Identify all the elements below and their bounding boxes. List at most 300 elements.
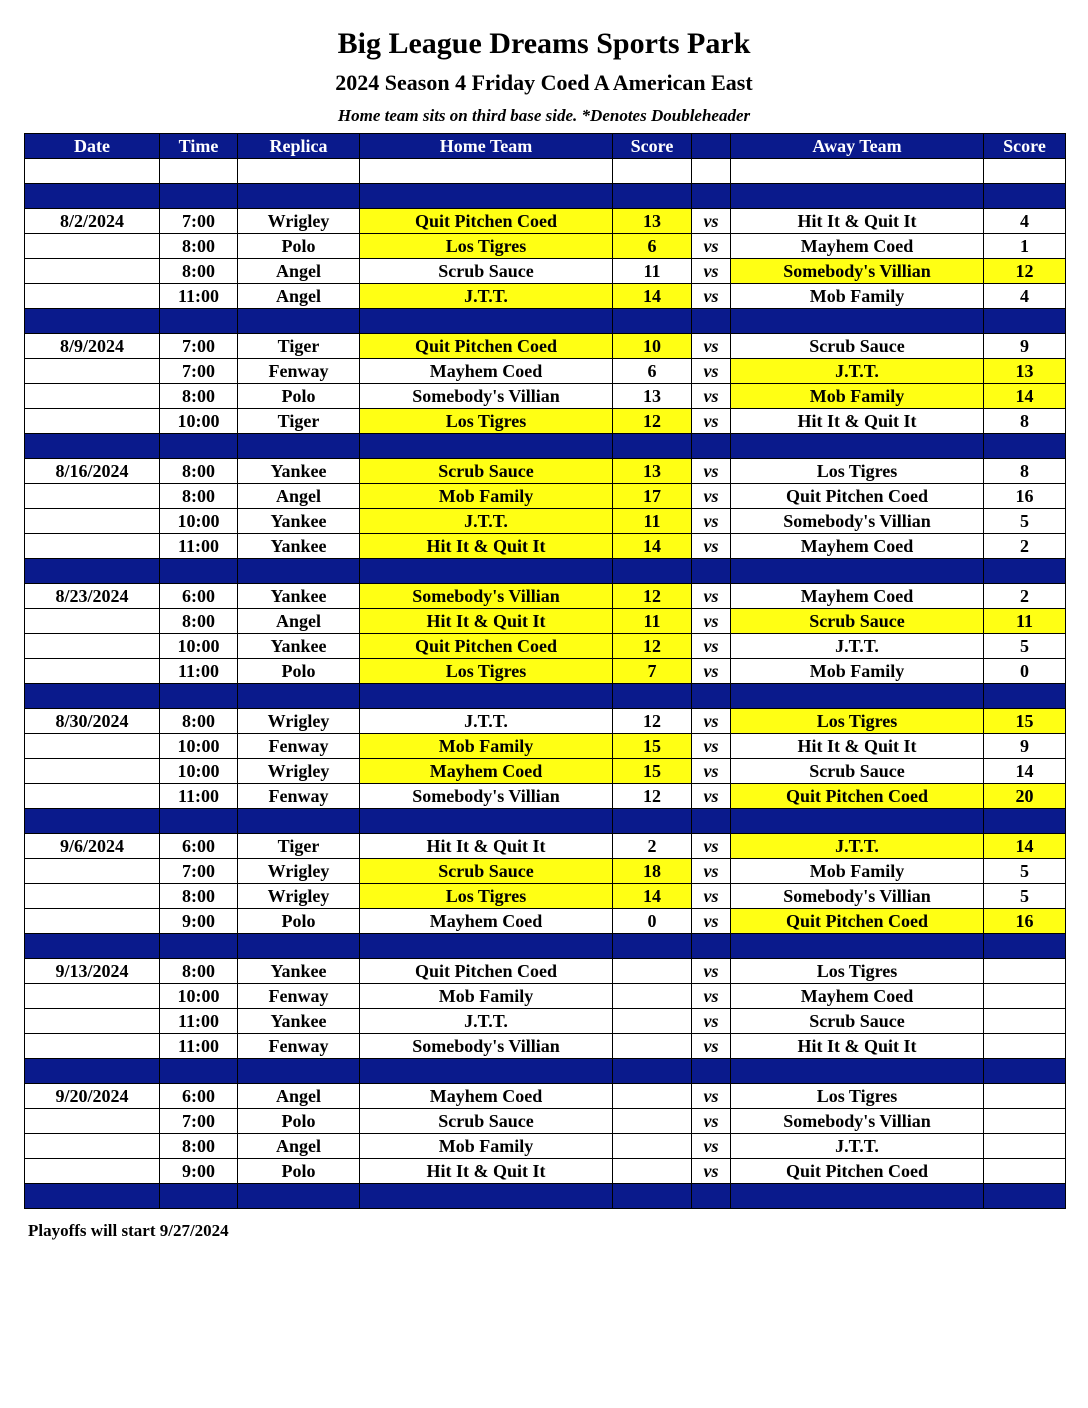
game-date <box>25 784 160 809</box>
col-vs <box>692 134 731 159</box>
col-time: Time <box>160 134 238 159</box>
blank-row <box>25 159 1066 184</box>
game-time: 8:00 <box>160 709 238 734</box>
home-team: Mob Family <box>360 484 613 509</box>
away-team: Los Tigres <box>731 959 984 984</box>
game-row <box>25 209 1066 234</box>
game-row <box>25 1109 1066 1134</box>
game-time: 11:00 <box>160 534 238 559</box>
game-date <box>25 284 160 309</box>
game-time: 10:00 <box>160 759 238 784</box>
vs-label: vs <box>692 784 731 809</box>
header-row <box>25 134 1066 159</box>
game-row <box>25 1134 1066 1159</box>
game-field: Polo <box>238 1159 360 1184</box>
home-team: Mayhem Coed <box>360 359 613 384</box>
home-team: Somebody's Villian <box>360 784 613 809</box>
game-field: Angel <box>238 259 360 284</box>
game-field: Yankee <box>238 1009 360 1034</box>
away-score: 9 <box>984 334 1066 359</box>
home-score <box>613 1034 692 1059</box>
vs-label: vs <box>692 859 731 884</box>
away-score: 15 <box>984 709 1066 734</box>
game-row <box>25 759 1066 784</box>
vs-label: vs <box>692 584 731 609</box>
vs-label: vs <box>692 359 731 384</box>
game-time: 11:00 <box>160 1009 238 1034</box>
away-team: Los Tigres <box>731 1084 984 1109</box>
game-field: Fenway <box>238 1034 360 1059</box>
vs-label: vs <box>692 459 731 484</box>
home-score <box>613 959 692 984</box>
game-row <box>25 284 1066 309</box>
away-score: 11 <box>984 609 1066 634</box>
game-time: 6:00 <box>160 1084 238 1109</box>
home-score: 18 <box>613 859 692 884</box>
game-date <box>25 734 160 759</box>
home-team: Mayhem Coed <box>360 909 613 934</box>
home-score: 11 <box>613 259 692 284</box>
col-date: Date <box>25 134 160 159</box>
away-score: 4 <box>984 284 1066 309</box>
game-date <box>25 534 160 559</box>
game-date <box>25 1134 160 1159</box>
game-row <box>25 509 1066 534</box>
home-team: Hit It & Quit It <box>360 534 613 559</box>
home-score <box>613 1134 692 1159</box>
game-date <box>25 759 160 784</box>
game-row <box>25 459 1066 484</box>
week-separator <box>25 309 1066 334</box>
game-date <box>25 1109 160 1134</box>
vs-label: vs <box>692 959 731 984</box>
away-score <box>984 1134 1066 1159</box>
away-team: Mayhem Coed <box>731 984 984 1009</box>
game-time: 8:00 <box>160 959 238 984</box>
away-team: Scrub Sauce <box>731 334 984 359</box>
home-team: Hit It & Quit It <box>360 1159 613 1184</box>
home-team: Hit It & Quit It <box>360 609 613 634</box>
vs-label: vs <box>692 609 731 634</box>
game-time: 10:00 <box>160 984 238 1009</box>
game-row <box>25 334 1066 359</box>
week-separator <box>25 1184 1066 1209</box>
home-team: J.T.T. <box>360 509 613 534</box>
home-score <box>613 1109 692 1134</box>
home-score: 12 <box>613 784 692 809</box>
game-time: 9:00 <box>160 909 238 934</box>
game-date <box>25 259 160 284</box>
game-row <box>25 259 1066 284</box>
home-team: Quit Pitchen Coed <box>360 959 613 984</box>
game-time: 8:00 <box>160 234 238 259</box>
game-field: Polo <box>238 384 360 409</box>
schedule-table <box>24 133 1066 1209</box>
game-row <box>25 1084 1066 1109</box>
away-score: 16 <box>984 909 1066 934</box>
away-team: Mob Family <box>731 384 984 409</box>
game-time: 11:00 <box>160 284 238 309</box>
home-team: Scrub Sauce <box>360 459 613 484</box>
game-row <box>25 1034 1066 1059</box>
away-team: J.T.T. <box>731 834 984 859</box>
home-team: Los Tigres <box>360 409 613 434</box>
game-row <box>25 234 1066 259</box>
vs-label: vs <box>692 509 731 534</box>
vs-label: vs <box>692 484 731 509</box>
game-date: 9/13/2024 <box>25 959 160 984</box>
away-team: Quit Pitchen Coed <box>731 909 984 934</box>
game-row <box>25 484 1066 509</box>
away-team: Los Tigres <box>731 459 984 484</box>
game-time: 8:00 <box>160 459 238 484</box>
home-score: 12 <box>613 409 692 434</box>
vs-label: vs <box>692 384 731 409</box>
home-score: 15 <box>613 759 692 784</box>
game-date: 8/9/2024 <box>25 334 160 359</box>
vs-label: vs <box>692 284 731 309</box>
game-row <box>25 709 1066 734</box>
season-title: 2024 Season 4 Friday Coed A American East <box>335 70 753 95</box>
col-away-team: Away Team <box>731 134 984 159</box>
home-score: 12 <box>613 584 692 609</box>
away-score: 9 <box>984 734 1066 759</box>
game-time: 8:00 <box>160 384 238 409</box>
game-row <box>25 834 1066 859</box>
home-score <box>613 1084 692 1109</box>
page-title: Big League Dreams Sports Park <box>337 27 751 60</box>
away-team: Hit It & Quit It <box>731 734 984 759</box>
game-date <box>25 384 160 409</box>
game-date: 9/6/2024 <box>25 834 160 859</box>
home-score <box>613 1159 692 1184</box>
game-time: 8:00 <box>160 884 238 909</box>
game-date <box>25 409 160 434</box>
game-row <box>25 884 1066 909</box>
home-score: 14 <box>613 284 692 309</box>
vs-label: vs <box>692 709 731 734</box>
away-score: 4 <box>984 209 1066 234</box>
vs-label: vs <box>692 1109 731 1134</box>
vs-label: vs <box>692 634 731 659</box>
week-separator <box>25 434 1066 459</box>
vs-label: vs <box>692 659 731 684</box>
game-date <box>25 234 160 259</box>
home-score: 13 <box>613 384 692 409</box>
vs-label: vs <box>692 259 731 284</box>
vs-label: vs <box>692 234 731 259</box>
vs-label: vs <box>692 1034 731 1059</box>
home-score: 12 <box>613 709 692 734</box>
away-team: J.T.T. <box>731 634 984 659</box>
game-time: 10:00 <box>160 734 238 759</box>
col-home-score: Score <box>613 134 692 159</box>
home-team: Los Tigres <box>360 234 613 259</box>
week-separator <box>25 184 1066 209</box>
away-team: Mayhem Coed <box>731 234 984 259</box>
away-score: 5 <box>984 509 1066 534</box>
game-date <box>25 1009 160 1034</box>
away-score: 14 <box>984 834 1066 859</box>
game-row <box>25 1159 1066 1184</box>
game-time: 10:00 <box>160 509 238 534</box>
game-date <box>25 509 160 534</box>
home-team: J.T.T. <box>360 1009 613 1034</box>
home-team: Mob Family <box>360 734 613 759</box>
vs-label: vs <box>692 1009 731 1034</box>
game-row <box>25 534 1066 559</box>
home-team: J.T.T. <box>360 284 613 309</box>
game-time: 11:00 <box>160 1034 238 1059</box>
home-team: Scrub Sauce <box>360 859 613 884</box>
home-team: Somebody's Villian <box>360 1034 613 1059</box>
away-team: Quit Pitchen Coed <box>731 1159 984 1184</box>
vs-label: vs <box>692 1134 731 1159</box>
vs-label: vs <box>692 834 731 859</box>
home-score: 14 <box>613 884 692 909</box>
week-separator <box>25 1059 1066 1084</box>
game-time: 6:00 <box>160 584 238 609</box>
home-team: Los Tigres <box>360 884 613 909</box>
game-date: 8/23/2024 <box>25 584 160 609</box>
game-field: Wrigley <box>238 709 360 734</box>
home-score: 7 <box>613 659 692 684</box>
game-row <box>25 359 1066 384</box>
home-team: Los Tigres <box>360 659 613 684</box>
home-score: 10 <box>613 334 692 359</box>
home-team: Hit It & Quit It <box>360 834 613 859</box>
game-time: 10:00 <box>160 409 238 434</box>
game-field: Yankee <box>238 534 360 559</box>
game-field: Polo <box>238 1109 360 1134</box>
game-field: Tiger <box>238 409 360 434</box>
game-row <box>25 784 1066 809</box>
away-team: Mob Family <box>731 284 984 309</box>
game-row <box>25 384 1066 409</box>
away-team: Somebody's Villian <box>731 884 984 909</box>
away-score <box>984 984 1066 1009</box>
game-date <box>25 859 160 884</box>
game-field: Yankee <box>238 459 360 484</box>
vs-label: vs <box>692 759 731 784</box>
col-away-score: Score <box>984 134 1066 159</box>
away-score <box>984 1084 1066 1109</box>
game-time: 7:00 <box>160 359 238 384</box>
game-field: Angel <box>238 609 360 634</box>
away-score: 0 <box>984 659 1066 684</box>
game-time: 11:00 <box>160 784 238 809</box>
away-score <box>984 959 1066 984</box>
week-separator <box>25 809 1066 834</box>
away-score: 16 <box>984 484 1066 509</box>
game-date <box>25 1034 160 1059</box>
game-row <box>25 584 1066 609</box>
home-score: 13 <box>613 209 692 234</box>
home-score: 6 <box>613 234 692 259</box>
home-team: Mob Family <box>360 984 613 1009</box>
game-time: 7:00 <box>160 209 238 234</box>
away-team: J.T.T. <box>731 1134 984 1159</box>
game-field: Yankee <box>238 634 360 659</box>
game-field: Wrigley <box>238 759 360 784</box>
home-team: Quit Pitchen Coed <box>360 209 613 234</box>
game-field: Angel <box>238 484 360 509</box>
game-row <box>25 959 1066 984</box>
game-field: Angel <box>238 284 360 309</box>
game-date <box>25 634 160 659</box>
vs-label: vs <box>692 534 731 559</box>
game-time: 8:00 <box>160 609 238 634</box>
game-time: 7:00 <box>160 334 238 359</box>
away-team: Scrub Sauce <box>731 609 984 634</box>
game-row <box>25 409 1066 434</box>
away-score: 8 <box>984 459 1066 484</box>
away-score: 14 <box>984 384 1066 409</box>
vs-label: vs <box>692 334 731 359</box>
week-separator <box>25 559 1066 584</box>
away-team: Quit Pitchen Coed <box>731 484 984 509</box>
game-row <box>25 609 1066 634</box>
game-date <box>25 484 160 509</box>
home-team: Somebody's Villian <box>360 584 613 609</box>
game-field: Polo <box>238 659 360 684</box>
home-score <box>613 984 692 1009</box>
game-row <box>25 1009 1066 1034</box>
away-team: Scrub Sauce <box>731 1009 984 1034</box>
game-row <box>25 984 1066 1009</box>
game-date <box>25 659 160 684</box>
game-date <box>25 909 160 934</box>
vs-label: vs <box>692 1159 731 1184</box>
vs-label: vs <box>692 209 731 234</box>
away-team: Mob Family <box>731 859 984 884</box>
home-score <box>613 1009 692 1034</box>
game-time: 7:00 <box>160 859 238 884</box>
away-score: 5 <box>984 634 1066 659</box>
away-score: 13 <box>984 359 1066 384</box>
away-team: J.T.T. <box>731 359 984 384</box>
game-time: 8:00 <box>160 1134 238 1159</box>
away-score <box>984 1109 1066 1134</box>
game-field: Wrigley <box>238 209 360 234</box>
away-score: 20 <box>984 784 1066 809</box>
home-team: Scrub Sauce <box>360 1109 613 1134</box>
game-field: Polo <box>238 234 360 259</box>
vs-label: vs <box>692 734 731 759</box>
home-team: Quit Pitchen Coed <box>360 634 613 659</box>
away-team: Hit It & Quit It <box>731 209 984 234</box>
game-field: Fenway <box>238 734 360 759</box>
away-score <box>984 1009 1066 1034</box>
game-date <box>25 884 160 909</box>
away-team: Scrub Sauce <box>731 759 984 784</box>
game-date <box>25 359 160 384</box>
col-replica: Replica <box>238 134 360 159</box>
col-home-team: Home Team <box>360 134 613 159</box>
home-score: 0 <box>613 909 692 934</box>
game-time: 7:00 <box>160 1109 238 1134</box>
game-row <box>25 859 1066 884</box>
vs-label: vs <box>692 884 731 909</box>
game-field: Fenway <box>238 784 360 809</box>
away-score: 12 <box>984 259 1066 284</box>
game-date: 8/30/2024 <box>25 709 160 734</box>
home-score: 12 <box>613 634 692 659</box>
playoffs-note: Playoffs will start 9/27/2024 <box>28 1221 229 1240</box>
game-field: Wrigley <box>238 859 360 884</box>
away-team: Somebody's Villian <box>731 1109 984 1134</box>
home-score: 11 <box>613 509 692 534</box>
home-score: 15 <box>613 734 692 759</box>
away-team: Mob Family <box>731 659 984 684</box>
game-time: 10:00 <box>160 634 238 659</box>
game-row <box>25 634 1066 659</box>
game-field: Wrigley <box>238 884 360 909</box>
game-field: Angel <box>238 1134 360 1159</box>
away-score: 14 <box>984 759 1066 784</box>
game-field: Yankee <box>238 959 360 984</box>
home-score: 14 <box>613 534 692 559</box>
game-field: Yankee <box>238 584 360 609</box>
game-time: 8:00 <box>160 259 238 284</box>
game-date: 9/20/2024 <box>25 1084 160 1109</box>
home-team: Mayhem Coed <box>360 1084 613 1109</box>
home-score: 17 <box>613 484 692 509</box>
away-score: 5 <box>984 884 1066 909</box>
game-field: Tiger <box>238 334 360 359</box>
schedule-body <box>25 159 1066 1209</box>
away-score: 1 <box>984 234 1066 259</box>
game-field: Polo <box>238 909 360 934</box>
game-time: 6:00 <box>160 834 238 859</box>
away-score <box>984 1034 1066 1059</box>
away-score <box>984 1159 1066 1184</box>
away-score: 2 <box>984 584 1066 609</box>
game-field: Tiger <box>238 834 360 859</box>
away-score: 8 <box>984 409 1066 434</box>
home-team: Quit Pitchen Coed <box>360 334 613 359</box>
away-team: Hit It & Quit It <box>731 1034 984 1059</box>
schedule-note: Home team sits on third base side. *Denotes Doubleheader <box>337 106 751 125</box>
game-date <box>25 609 160 634</box>
game-date <box>25 1159 160 1184</box>
game-date: 8/16/2024 <box>25 459 160 484</box>
week-separator <box>25 934 1066 959</box>
away-team: Los Tigres <box>731 709 984 734</box>
home-team: J.T.T. <box>360 709 613 734</box>
away-team: Somebody's Villian <box>731 509 984 534</box>
away-team: Mayhem Coed <box>731 534 984 559</box>
game-row <box>25 734 1066 759</box>
home-score: 11 <box>613 609 692 634</box>
game-field: Yankee <box>238 509 360 534</box>
vs-label: vs <box>692 409 731 434</box>
game-field: Fenway <box>238 984 360 1009</box>
game-field: Angel <box>238 1084 360 1109</box>
away-score: 5 <box>984 859 1066 884</box>
home-score: 13 <box>613 459 692 484</box>
home-team: Scrub Sauce <box>360 259 613 284</box>
home-score: 6 <box>613 359 692 384</box>
vs-label: vs <box>692 909 731 934</box>
home-team: Mob Family <box>360 1134 613 1159</box>
home-team: Somebody's Villian <box>360 384 613 409</box>
away-team: Quit Pitchen Coed <box>731 784 984 809</box>
game-time: 9:00 <box>160 1159 238 1184</box>
game-date <box>25 984 160 1009</box>
game-time: 8:00 <box>160 484 238 509</box>
game-row <box>25 909 1066 934</box>
